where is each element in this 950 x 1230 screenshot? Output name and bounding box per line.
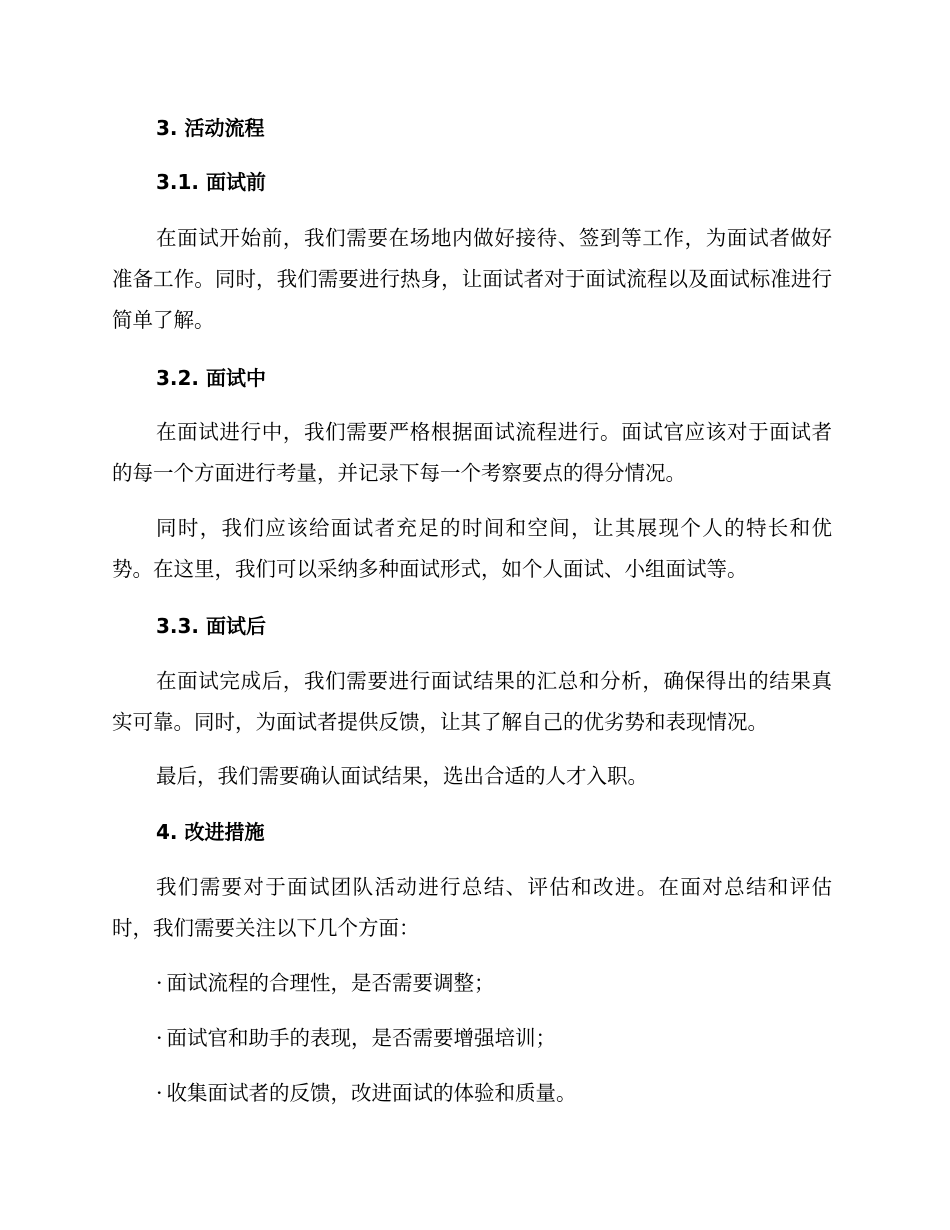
bullet-text: 收集面试者的反馈，改进面试的体验和质量。	[166, 1081, 577, 1105]
section-4-heading: 4. 改进措施	[156, 820, 265, 844]
section-3-2-paragraph-2: 同时，我们应该给面试者充足的时间和空间，让其展现个人的特长和优势。在这里，我们可以采纳多种面试形式，如个人面试、小组面试等。	[112, 516, 832, 581]
bullet-item	[156, 963, 832, 1004]
section-4-paragraph: 我们需要对于面试团队活动进行总结、评估和改进。在面对总结和评估时，我们需要关注以下几个方面：	[112, 875, 832, 940]
bullet-dot: ·	[156, 1026, 163, 1050]
bullet-item	[156, 1018, 832, 1059]
section-3-2-heading: 3.2. 面试中	[156, 366, 266, 390]
section-3-3-heading: 3.3. 面试后	[156, 614, 266, 638]
section-3-1-heading: 3.1. 面试前	[156, 170, 266, 194]
section-3-1-paragraph: 在面试开始前，我们需要在场地内做好接待、签到等工作，为面试者做好准备工作。同时，我们需要进行热身，让面试者对于面试流程以及面试标准进行简单了解。	[112, 226, 832, 332]
bullet-text: 面试官和助手的表现，是否需要增强培训；	[166, 1026, 557, 1050]
bullet-dot: ·	[156, 1081, 163, 1105]
section-3-3-paragraph-1: 在面试完成后，我们需要进行面试结果的汇总和分析，确保得出的结果真实可靠。同时，为面试者提供反馈，让其了解自己的优劣势和表现情况。	[112, 669, 832, 734]
section-3-heading: 3. 活动流程	[156, 116, 265, 140]
section-3-3-paragraph-2: 最后，我们需要确认面试结果，选出合适的人才入职。	[156, 764, 648, 788]
bullet-dot: ·	[156, 971, 163, 995]
section-3-2-paragraph-1: 在面试进行中，我们需要严格根据面试流程进行。面试官应该对于面试者的每一个方面进行考量，并记录下每一个考察要点的得分情况。	[112, 420, 832, 485]
bullet-text: 面试流程的合理性，是否需要调整；	[166, 971, 495, 995]
bullet-item	[156, 1073, 832, 1114]
